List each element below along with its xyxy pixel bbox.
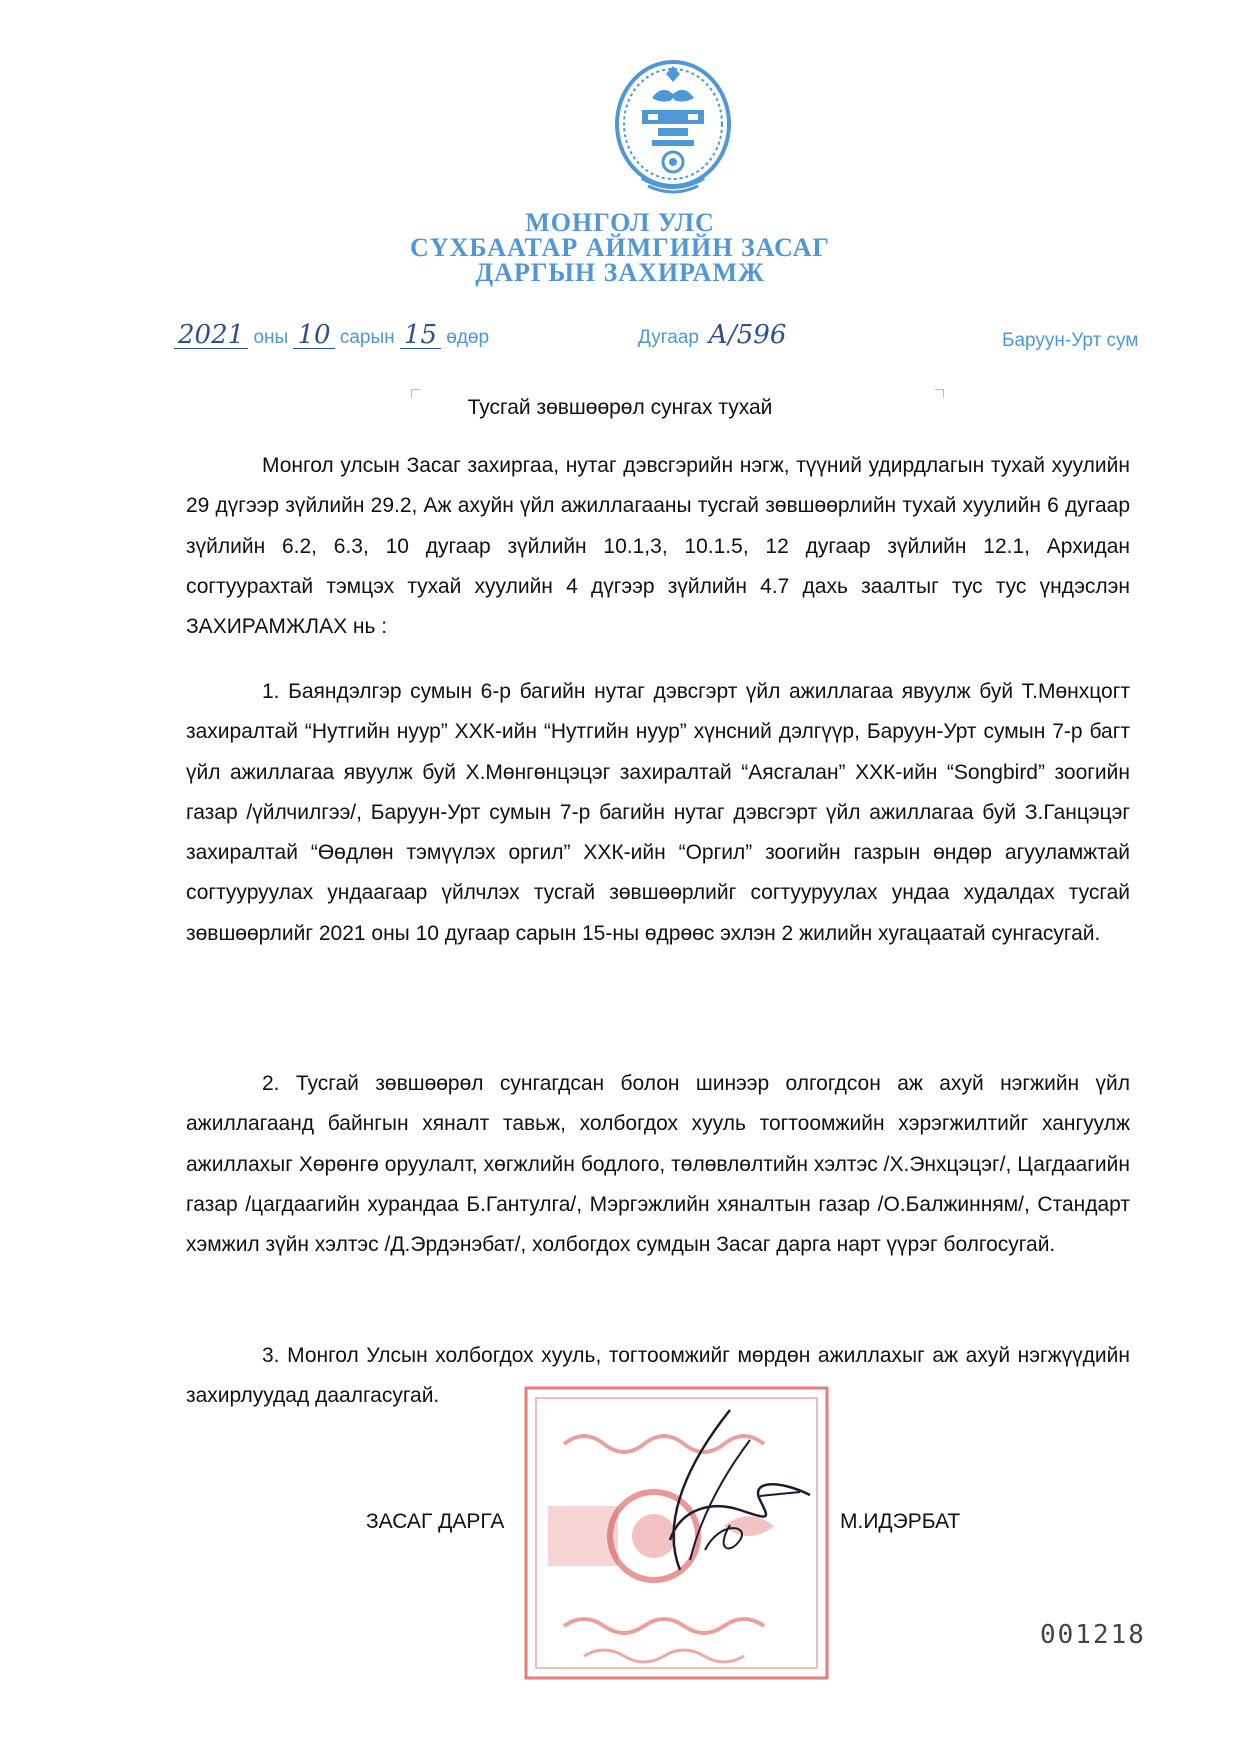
number-value: А/596: [708, 320, 787, 350]
signatory-name: М.ИДЭРБАТ: [840, 1510, 961, 1533]
date-month-suffix: сарын: [339, 327, 395, 348]
item-2-paragraph: 2. Тусгай зөвшөөрөл сунгагдсан болон шинээр олгогдсон аж ахуй нэгжийн үйл ажиллагаанд байнгын хяналт тавьж, холбогдох хууль тогтоомжийн хэрэгжилтийг хангуулж ажиллахыг Хөрөнгө оруулалт, хөгжлийн бодлого, төлөвлөлтийн хэлтэс /Х.Энхцэцэг/, Цагдаагийн газар /цагдаагийн хурандаа Б.Гантулга/, Мэргэжлийн хяналтын газар /О.Балжинням/, Стандарт хэмжил зүйн хэлтэс /Д.Эрдэнэбат/, холбогдох сумдын Засаг дарга нарт үүрэг болгосугай.: [186, 1072, 1130, 1257]
document-subject: Тусгай зөвшөөрөл сунгах тухай: [467, 396, 773, 419]
number-label: Дугаар: [638, 327, 699, 348]
item-1-paragraph: 1. Баяндэлгэр сумын 6-р багийн нутаг дэвсгэрт үйл ажиллагаа явуулж буй Т.Мөнхцогт захиралтай “Нутгийн нуур” ХХК-ийн “Нутгийн нуур” хүнсний дэлгүүр, Баруун-Урт сумын 7-р багт үйл ажиллагаа явуулж буй Х.Мөнгөнцэцэг захиралтай “Аясгалан” ХХК-ийн “Songbird” зоогийн газар /үйлчилгээ/, Баруун-Урт сумын 7-р багийн нутаг дэвсгэрт үйл ажиллагаа буй З.Ганцэцэг захиралтай “Өөдлөн тэмүүлэх оргил” ХХК-ийн “Оргил” зоогийн газрын өндөр агууламжтай согтууруулах ундаагаар үйлчлэх тусгай зөвшөөрлийг согтууруулах ундаа худалдах тусгай зөвшөөрлийг 2021 оны 10 дугаар сарын 15-ны өдрөөс эхлэн 2 жилийн хугацаатай сунгасугай.: [186, 680, 1130, 945]
date-year-suffix: оны: [253, 327, 289, 348]
intro-paragraph: Монгол улсын Засаг захиргаа, нутаг дэвсгэрийн нэгж, түүний удирдлагын тухай хуулийн 29 дүгээр зүйлийн 29.2, Аж ахуйн үйл ажиллагааны тусгай зөвшөөрлийн тухай хуулийн 6 дугаар зүйлийн 6.2, 6.3, 10 дугаар зүйлийн 10.1,3, 10.1.5, 12 дугаар зүйлийн 12.1, Архидан согтуурахтай тэмцэх тухай хуулийн 4 дүгээр зүйлийн 4.7 дахь заалтыг тус тус үндэслэн ЗАХИРАМЖЛАХ нь :: [186, 454, 1130, 639]
state-emblem-icon: [612, 58, 734, 204]
serial-number: 001218: [1040, 1620, 1146, 1650]
date-day-suffix: өдөр: [446, 327, 490, 348]
header-line-3: ДАРГЫН ЗАХИРАМЖ: [475, 258, 765, 287]
signatory-title: ЗАСАГ ДАРГА: [366, 1510, 505, 1533]
date-year: 2021: [174, 322, 248, 349]
date-day: 15: [400, 322, 441, 349]
date-field: [174, 322, 489, 349]
date-month: 10: [293, 322, 334, 349]
item-3-paragraph: 3. Монгол Улсын холбогдох хууль, тогтоомжийг мөрдөн ажиллахыг аж ахуй нэгжүүдийн захирлуудад даалгасугай.: [186, 1344, 1130, 1408]
header-line-2: СҮХБААТАР АЙМГИЙН ЗАСАГ: [410, 233, 830, 262]
place-name: Баруун-Урт сум: [1002, 330, 1139, 351]
signature-scribble-icon: [620, 1400, 820, 1580]
header-line-1: МОНГОЛ УЛС: [525, 208, 715, 237]
decree-number: [638, 322, 790, 349]
